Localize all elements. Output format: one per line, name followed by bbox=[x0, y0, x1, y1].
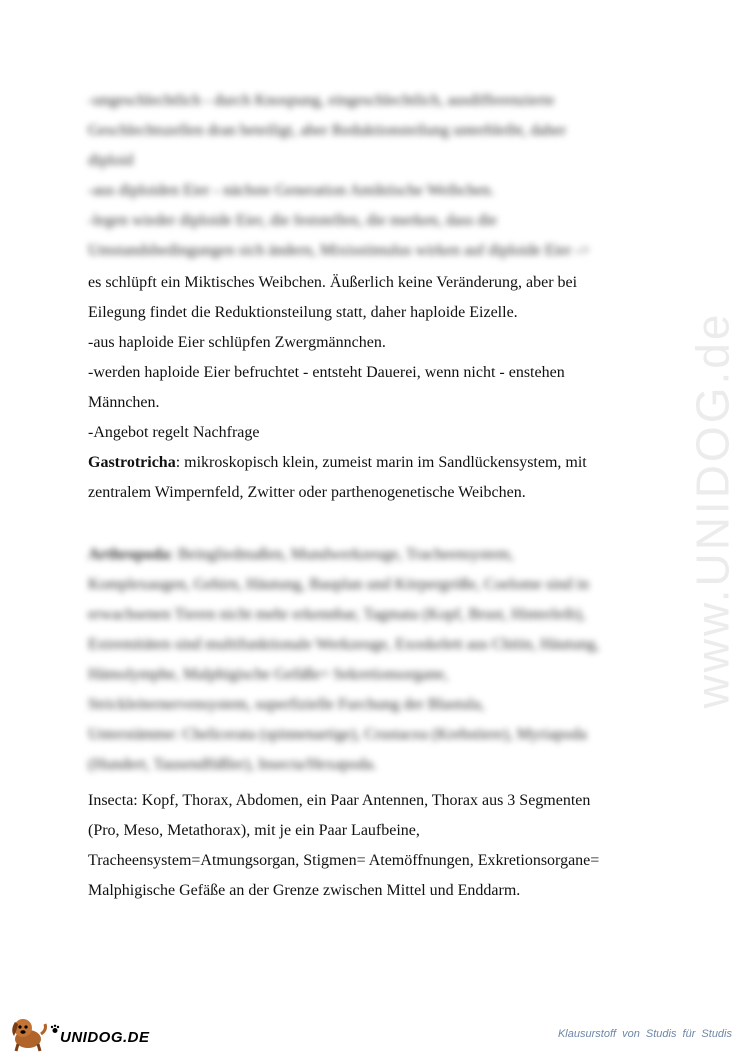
dog-logo-icon bbox=[6, 1012, 50, 1052]
paragraph-insecta bbox=[88, 786, 658, 906]
text-line: Insecta: Kopf, Thorax, Abdomen, ein Paar Antennen, Thorax aus 3 Segmenten bbox=[88, 792, 591, 809]
arthropoda-line-1 bbox=[88, 540, 658, 570]
text-line: -ungeschlechtlich - durch Knospung, eingeschlechtlich, ausdifferenzierte bbox=[88, 92, 555, 109]
text-line: Geschlechtszellen dran beteiligt, aber Reduktionsteilung unterbleibt, daher bbox=[88, 122, 567, 139]
text-line: (Hundert, Tausendfüßler), Insecta/Hexapoda. bbox=[88, 756, 377, 773]
text-line: (Pro, Meso, Metathorax), mit je ein Paar Laufbeine, bbox=[88, 822, 420, 839]
gastrotricha-line-2: zentralem Wimpernfeld, Zwitter oder parthenogenetische Weibchen. bbox=[88, 484, 526, 501]
footer-slogan: Klausurstoff von Studis für Studis bbox=[557, 1028, 732, 1040]
text-line: -aus diploiden Eier - nächste Generation Amiktische Weibchen. bbox=[88, 182, 495, 199]
text-line: diploid bbox=[88, 152, 134, 169]
text-line: Malphigische Gefäße an der Grenze zwischen Mittel und Enddarm. bbox=[88, 882, 521, 899]
text-line: -werden haploide Eier befruchtet - entsteht Dauerei, wenn nicht - enstehen bbox=[88, 364, 565, 381]
footer-logo[interactable] bbox=[6, 1012, 150, 1052]
paw-icon bbox=[50, 1024, 60, 1034]
text-line: Männchen. bbox=[88, 394, 160, 411]
text-line: Extremitäten sind multifunktionale Werkzeuge, Exoskelett aus Chitin, Häutung, bbox=[88, 636, 600, 653]
text-line: -legen wieder diploide Eier, die feststellen, die merken, dass die bbox=[88, 212, 497, 229]
blurred-paragraph-arthropoda bbox=[88, 540, 658, 780]
text-line: Unterstämme: Chelicerata (spinnenartige), Crustacea (Krebstiere), Myriapoda bbox=[88, 726, 587, 743]
arthropoda-term: Arthropoda bbox=[88, 546, 170, 563]
gastrotricha-line-1 bbox=[88, 448, 658, 478]
text-line: Hämolymphe, Malphigische Gefäße= Sekretionsorgane, bbox=[88, 666, 449, 683]
text-line: Komplexaugen, Gehirn, Häutung, Bauplan und Körpergröße, Coelome sind in bbox=[88, 576, 589, 593]
text-line: erwachsenen Tieren nicht mehr erkennbar, Tagmata (Kopf, Brust, Hinterleib), bbox=[88, 606, 586, 623]
text-line: -aus haploide Eier schlüpfen Zwergmännchen. bbox=[88, 334, 386, 351]
text-line: es schlüpft ein Miktisches Weibchen. Äußerlich keine Veränderung, aber bei bbox=[88, 274, 578, 291]
text-line: Umstandsbedingungen sich ändern, Mixisstimulus wirken auf diploide Eier -> bbox=[88, 242, 590, 259]
watermark bbox=[642, 270, 750, 750]
text-line: Tracheensystem=Atmungsorgan, Stigmen= Atemöffnungen, Exkretionsorgane= bbox=[88, 852, 600, 869]
gastrotricha-term: Gastrotricha bbox=[88, 454, 176, 471]
paragraph-rotifera bbox=[88, 268, 658, 508]
blurred-paragraph-top bbox=[88, 86, 658, 266]
text-line: -Angebot regelt Nachfrage bbox=[88, 424, 260, 441]
watermark-text: www.UNIDOG.de bbox=[686, 311, 739, 709]
arthropoda-text: : Beingliedmaßen, Mundwerkzeuge, Tracheensystem, bbox=[169, 546, 514, 563]
text-line: Eilegung findet die Reduktionsteilung statt, daher haploide Eizelle. bbox=[88, 304, 518, 321]
text-line: Strickleiternervensystem, superfizielle Furchung der Blastula, bbox=[88, 696, 485, 713]
gastrotricha-text: : mikroskopisch klein, zumeist marin im Sandlückensystem, mit bbox=[175, 454, 587, 471]
logo-text: UNIDOG.DE bbox=[60, 1028, 150, 1046]
